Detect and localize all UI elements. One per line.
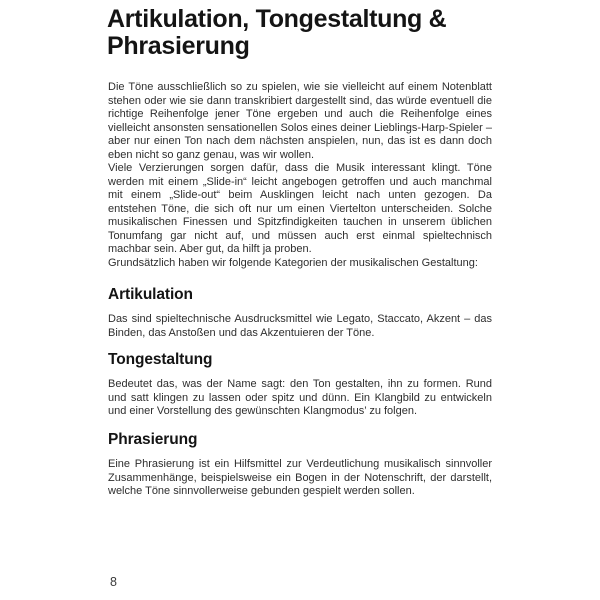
section-phrasierung-heading: Phrasierung [108,431,198,448]
section-tongestaltung-heading: Tongestaltung [108,351,213,368]
section-artikulation-body: Das sind spieltechnische Ausdrucksmittel wie Legato, Staccato, Akzent – das Binden, das Anstoßen und das Akzentuieren der Töne. [108,313,492,339]
section-artikulation [108,286,492,340]
section-tongestaltung [108,351,492,419]
section-artikulation-heading: Artikulation [108,286,193,303]
page-number: 8 [110,575,117,589]
page-title-line2: Phrasierung [107,32,250,60]
page-title-line1: Artikulation, Tongestaltung & [107,5,447,33]
intro-text [108,81,492,270]
section-phrasierung [108,431,492,499]
intro-paragraph-2: Viele Verzierungen sorgen dafür, dass die Musik interessant klingt. Töne werden mit einem „Slide-in“ leicht angebogen getroffen und auch manchmal mit einem „Slide-out“ beim Ausklingen leicht nach unten gezogen. Da entstehen Töne, die sich oft nur um einen Viertelton unterscheiden. Solche musikalischen Finessen und Spitzfindigkeiten tauchen in unserem üblichen Tonumfang gar nicht auf, und müssen auch erst einmal spieltechnisch machbar sein. Aber gut, da hilft ja proben. [108,162,492,255]
page-title [107,6,527,60]
section-tongestaltung-body: Bedeutet das, was der Name sagt: den Ton gestalten, ihn zu formen. Rund und satt klingen zu lassen oder spitz und dünn. Ein Klangbild zu entwickeln und einer Vorstellung des gewünschten Klangmodus’ zu folgen. [108,378,492,417]
section-phrasierung-body: Eine Phrasierung ist ein Hilfsmittel zur Verdeutlichung musikalisch sinnvoller Zusammenhänge, beispielsweise ein Bogen in der Notenschrift, der darstellt, welche Töne sinnvollerweise gebunden gespielt werden sollen. [108,458,492,497]
intro-paragraph-1: Die Töne ausschließlich so zu spielen, wie sie vielleicht auf einem Notenblatt stehen oder wie sie dann transkribiert dargestellt sind, das würde eventuell die richtige Reihenfolge jener Töne ergeben und auch die Reihenfolge eines vielleicht ansonsten sensationellen Solos eines deiner Lieblings-Harp-Spieler – aber nur einen Ton nach dem nächsten anspielen, nun, das ist es dann doch eben nicht so ganz genau, was wir wollen. [108,81,493,161]
intro-paragraph-3: Grundsätzlich haben wir folgende Kategorien der musikalischen Gestaltung: [108,256,478,269]
